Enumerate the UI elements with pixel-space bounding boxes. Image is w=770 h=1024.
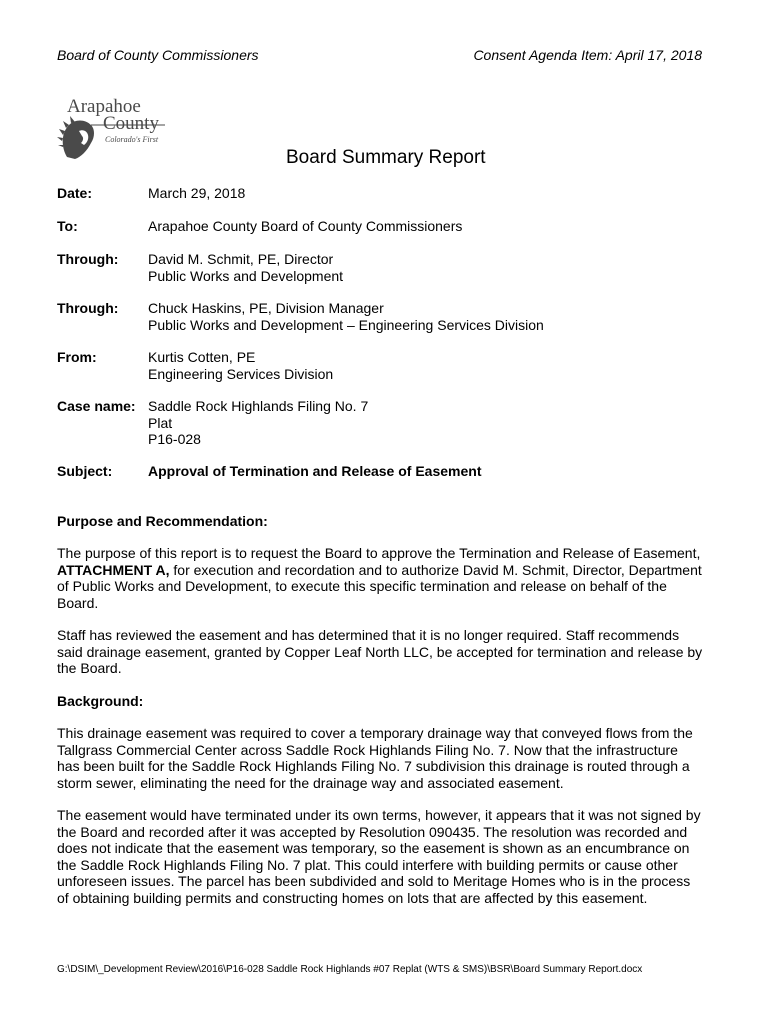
background-paragraph-2 [57, 807, 707, 907]
background-p1-line-4: storm sewer, eliminating the need for the drainage way and associated easement. [57, 774, 564, 791]
from-label: From: [57, 349, 97, 365]
file-path-footer: G:\DSIM\_Development Review\2016\P16-028 Saddle Rock Highlands #07 Replat (WTS & SMS)\BSR\Board Summary Report.docx [57, 964, 643, 975]
logo-graphic [57, 95, 167, 165]
case-name-value [148, 398, 708, 448]
from-line-2: Engineering Services Division [148, 365, 334, 382]
page-title: Board Summary Report [286, 147, 486, 168]
to-value: Arapahoe County Board of County Commissioners [148, 218, 463, 234]
purpose-p1-line-3: of Public Works and Development, to execute this specific termination and release on behalf of the [57, 578, 667, 595]
through-1-line-1: David M. Schmit, PE, Director [148, 251, 334, 267]
through-label-2: Through: [57, 300, 119, 316]
purpose-paragraph-1 [57, 545, 707, 611]
headdress-icon [57, 116, 94, 159]
case-line-2: Plat [148, 414, 173, 431]
from-value [148, 349, 708, 382]
purpose-p2-line-3: the Board. [57, 660, 122, 677]
purpose-p2-line-2: said drainage easement, granted by Copper Leaf North LLC, be accepted for termination and release by [57, 643, 703, 660]
purpose-heading: Purpose and Recommendation: [57, 513, 268, 529]
background-heading: Background: [57, 693, 144, 709]
to-label: To: [57, 218, 78, 234]
through-value-1 [148, 251, 708, 284]
through-2-line-2: Public Works and Development – Engineering Services Division [148, 316, 544, 333]
case-line-1: Saddle Rock Highlands Filing No. 7 [148, 398, 369, 414]
purpose-p1-line-1: The purpose of this report is to request the Board to approve the Termination and Release of Easement, [57, 545, 701, 561]
background-p2-line-6: of obtaining building permits and constructing homes on lots that are affected by this easement. [57, 889, 648, 906]
logo-text-county: County [103, 113, 159, 134]
purpose-p2-line-1: Staff has reviewed the easement and has determined that it is no longer required. Staff recommends [57, 627, 680, 643]
background-p2-line-1: The easement would have terminated under its own terms, however, it appears that it was not signed by [57, 807, 701, 823]
through-2-line-1: Chuck Haskins, PE, Division Manager [148, 300, 384, 316]
purpose-p1-line-2 [57, 562, 707, 579]
logo-tagline: Colorado's First [105, 135, 159, 144]
subject-label: Subject: [57, 463, 113, 479]
background-paragraph-1 [57, 725, 707, 791]
background-p2-line-4: the Saddle Rock Highlands Filing No. 7 plat. This could interfere with building permits or cause other [57, 856, 678, 873]
through-value-2 [148, 300, 708, 333]
background-p1-line-2: Tallgrass Commercial Center across Saddle Rock Highlands Filing No. 7. Now that the infrastructure [57, 741, 678, 758]
background-p1-line-1: This drainage easement was required to cover a temporary drainage way that conveyed flows from the [57, 725, 693, 741]
logo-text-arapahoe: Arapahoe [67, 96, 141, 117]
case-name-label: Case name: [57, 398, 136, 414]
background-p2-line-3: does not indicate that the easement was temporary, so the easement is shown as an encumbrance on [57, 840, 690, 857]
purpose-paragraph-2 [57, 627, 707, 677]
through-label-1: Through: [57, 251, 119, 267]
date-value: March 29, 2018 [148, 185, 246, 201]
background-p2-line-2: the Board and recorded after it was accepted by Resolution 090435. The resolution was recorded and [57, 823, 688, 840]
arapahoe-county-logo [57, 95, 167, 165]
header-left: Board of County Commissioners [57, 47, 259, 63]
case-line-3: P16-028 [148, 431, 201, 447]
purpose-p1-line-2-rest: for execution and recordation and to authorize David M. Schmit, Director, Department [169, 561, 702, 578]
header-right: Consent Agenda Item: April 17, 2018 [473, 47, 702, 63]
background-p2-line-5: unforeseen issues. The parcel has been subdivided and sold to Meritage Homes who is in the process [57, 873, 691, 890]
through-1-line-2: Public Works and Development [148, 267, 344, 284]
attachment-a-ref: ATTACHMENT A, [57, 561, 170, 578]
background-p1-line-3: has been built for the Saddle Rock Highlands Filing No. 7 subdivision this drainage is routed through a [57, 758, 690, 775]
from-line-1: Kurtis Cotten, PE [148, 349, 256, 365]
subject-value: Approval of Termination and Release of Easement [148, 463, 482, 479]
purpose-p1-line-4: Board. [57, 594, 99, 611]
date-label: Date: [57, 185, 93, 201]
